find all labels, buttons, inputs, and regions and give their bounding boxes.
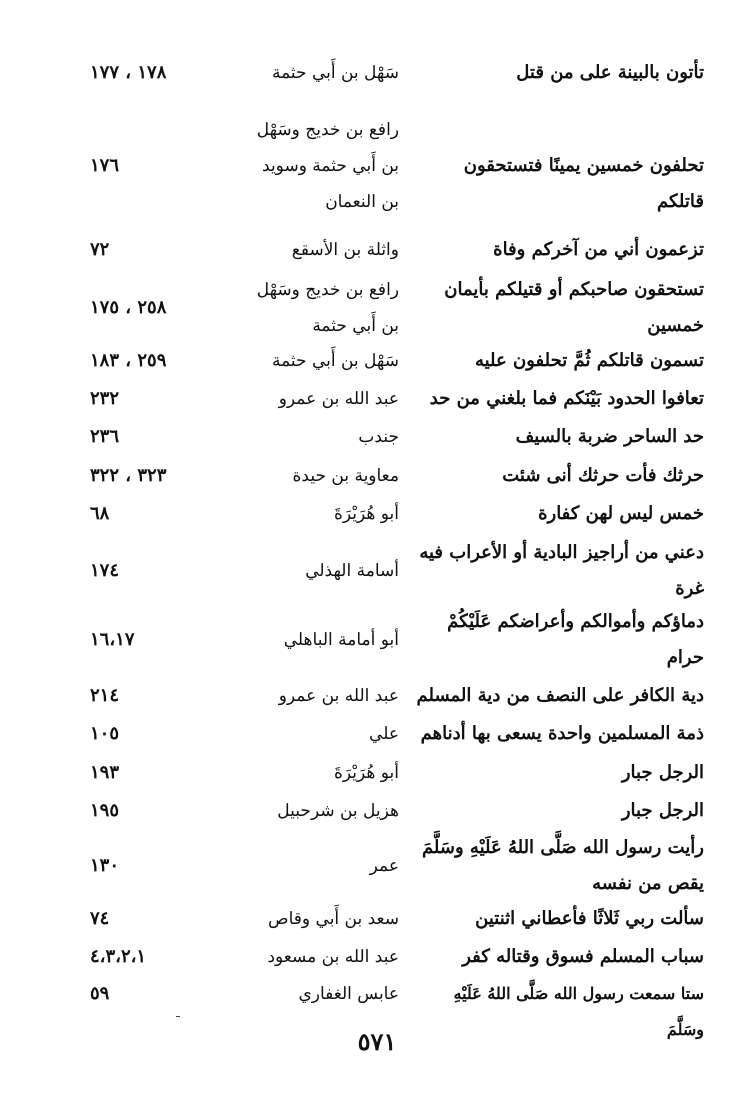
hadith-phrase: رأيت رسول الله صَلَّى اللهُ عَلَيْهِ وسَلَّمَ يقص من نفسه	[421, 837, 704, 894]
hadith-phrase: ستا سمعت رسول الله صَلَّى اللهُ عَلَيْهِ وسَلَّمَ	[453, 984, 704, 1039]
narrator-name: أسامة الهذلي	[305, 561, 399, 581]
hadith-phrase: تزعمون أني من آخركم وفاة	[493, 239, 704, 260]
narrator-name: أبو أمامة الباهلي	[283, 630, 399, 650]
page-references: ١٣٠	[90, 855, 120, 876]
hadith-phrase: خمس ليس لهن كفارة	[538, 503, 704, 524]
page-references: ٥٩	[90, 983, 110, 1004]
page-number: ٥٧١	[357, 1027, 397, 1056]
narrator-name: عبد الله بن مسعود	[267, 947, 399, 967]
page-references: ١٦،١٧	[90, 629, 135, 650]
page-references: ٣٢٣ ، ٣٢٢	[90, 465, 167, 486]
narrator-name: أبو هُرَيْرَةَ	[333, 504, 399, 524]
page-references: ٢٥٨ ، ١٧٥	[90, 297, 167, 318]
hadith-phrase: تحلفون خمسين يمينًا فتستحقون قاتلكم	[463, 155, 704, 212]
hadith-phrase: سباب المسلم فسوق وقتاله كفر	[462, 946, 704, 967]
narrator-name: علي	[369, 724, 399, 744]
narrator-name: معاوية بن حيدة	[292, 466, 399, 486]
narrator-name: هزيل بن شرحبيل	[277, 801, 399, 821]
ink-speck	[176, 1016, 180, 1017]
page-references: ١٩٥	[90, 800, 120, 821]
hadith-phrase: الرجل جبار	[621, 800, 704, 821]
page-references: ١٧٤	[90, 560, 120, 581]
hadith-phrase: الرجل جبار	[621, 762, 704, 783]
page-references: ٦٨	[90, 503, 110, 524]
hadith-phrase: سألت ربي ثَلاثًا فأعطاني اثنتين	[475, 908, 704, 929]
narrator-name: عابس الغفاري	[298, 984, 399, 1004]
hadith-phrase: تستحقون صاحبكم أو قتيلكم بأيمان خمسين	[444, 279, 704, 336]
page-references: ١٧٦	[90, 155, 120, 176]
hadith-phrase: دعني من أراجيز البادية أو الأعراب فيه غرة	[419, 542, 704, 599]
narrator-name: سعد بن أَبي وقاص	[268, 909, 399, 929]
narrator-name: سَهْل بن أَبي حثمة	[271, 351, 399, 371]
narrator-name: سَهْل بن أَبي حثمة	[271, 63, 399, 83]
narrator-name: جندب	[358, 427, 399, 447]
hadith-phrase: دماؤكم وأموالكم وأعراضكم عَلَيْكُمْ حرام	[447, 611, 704, 668]
narrator-name: عبد الله بن عمرو	[278, 389, 399, 409]
narrator-name: أبو هُرَيْرَةَ	[333, 763, 399, 783]
hadith-phrase: حد الساحر ضربة بالسيف	[515, 426, 704, 447]
page-references: ٤،٣،٢،١	[90, 946, 147, 967]
page-references: ٢٥٩ ، ١٨٣	[90, 350, 167, 371]
hadith-phrase: حرثك فأت حرثك أنى شئت	[502, 465, 704, 486]
narrator-name: عمر	[369, 856, 399, 876]
hadith-phrase: دية الكافر على النصف من دية المسلم	[416, 685, 704, 706]
narrator-name: رافع بن خديج وسَهْل بن أَبي حثمة	[256, 280, 399, 336]
page-references: ٧٢	[90, 239, 110, 260]
page-references: ٢١٤	[90, 685, 120, 706]
narrator-name: واثلة بن الأسقع	[291, 240, 399, 260]
page-references: ٢٣٢	[90, 388, 120, 409]
hadith-phrase: تأتون بالبينة على من قتل	[516, 62, 704, 83]
narrator-name: عبد الله بن عمرو	[278, 686, 399, 706]
page-references: ٢٣٦	[90, 426, 120, 447]
page-references: ١٧٨ ، ١٧٧	[90, 62, 167, 83]
hadith-phrase: تسمون قاتلكم ثُمَّ تحلفون عليه	[474, 350, 704, 371]
hadith-phrase: تعافوا الحدود بَيْنَكم فما بلغني من حد	[429, 388, 704, 409]
narrator-name: رافع بن خديج وسَهْل بن أَبي حثمة وسويد بن النعمان	[256, 120, 399, 212]
page-references: ١٩٣	[90, 762, 120, 783]
hadith-phrase: ذمة المسلمين واحدة يسعى بها أدناهم	[420, 723, 704, 744]
page-references: ٧٤	[90, 908, 110, 929]
page-references: ١٠٥	[90, 723, 120, 744]
